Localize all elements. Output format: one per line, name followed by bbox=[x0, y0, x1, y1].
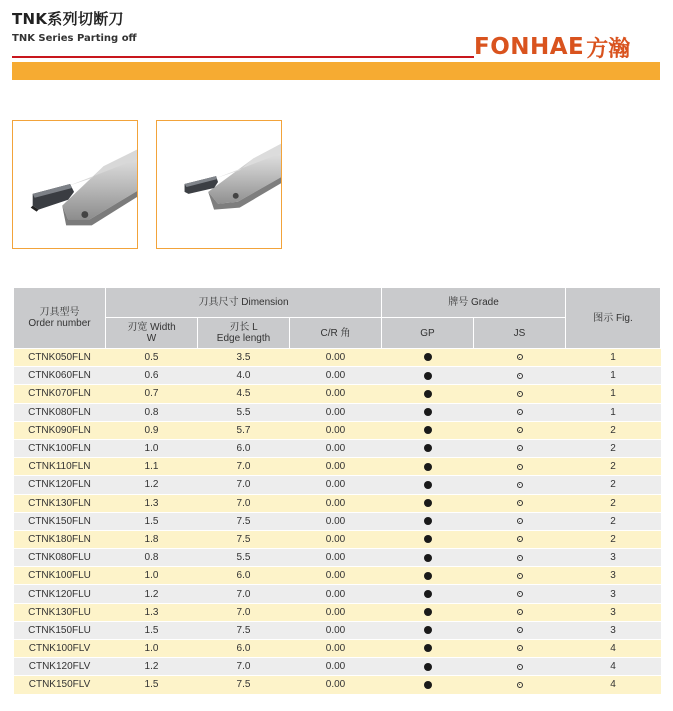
logo-chinese: 方瀚 bbox=[586, 36, 631, 62]
filled-dot-icon bbox=[424, 626, 432, 634]
cell-gp bbox=[382, 549, 474, 567]
cell-cr: 0.00 bbox=[290, 585, 382, 603]
edge-header-l1: 刃长 L bbox=[229, 322, 258, 333]
cell-order: CTNK130FLN bbox=[14, 494, 106, 512]
cell-edge-length: 6.0 bbox=[198, 439, 290, 457]
filled-dot-icon bbox=[424, 499, 432, 507]
filled-dot-icon bbox=[424, 572, 432, 580]
cell-js bbox=[474, 367, 566, 385]
header-orange-bar bbox=[12, 62, 660, 80]
cell-edge-length: 5.5 bbox=[198, 403, 290, 421]
cell-edge-length: 7.0 bbox=[198, 658, 290, 676]
table-row bbox=[14, 603, 661, 621]
ring-icon bbox=[517, 391, 523, 397]
cell-gp bbox=[382, 603, 474, 621]
filled-dot-icon bbox=[424, 390, 432, 398]
table-row bbox=[14, 439, 661, 457]
ring-icon bbox=[517, 354, 523, 360]
table-row bbox=[14, 367, 661, 385]
ring-icon bbox=[517, 445, 523, 451]
cell-fig: 1 bbox=[566, 367, 661, 385]
cell-gp bbox=[382, 458, 474, 476]
ring-icon bbox=[517, 464, 523, 470]
col-grade: 牌号 Grade bbox=[382, 288, 566, 318]
ring-icon bbox=[517, 591, 523, 597]
cell-js bbox=[474, 676, 566, 694]
filled-dot-icon bbox=[424, 444, 432, 452]
ring-icon bbox=[517, 409, 523, 415]
filled-dot-icon bbox=[424, 590, 432, 598]
brand-logo bbox=[474, 33, 630, 61]
cell-edge-length: 6.0 bbox=[198, 567, 290, 585]
width-header-l1: 刃宽 Width bbox=[127, 322, 176, 333]
cell-fig: 3 bbox=[566, 585, 661, 603]
filled-dot-icon bbox=[424, 554, 432, 562]
ring-icon bbox=[517, 482, 523, 488]
spec-table-body bbox=[14, 349, 661, 695]
tool-photo-1 bbox=[12, 120, 138, 249]
cell-cr: 0.00 bbox=[290, 385, 382, 403]
cell-width: 1.5 bbox=[106, 676, 198, 694]
cell-gp bbox=[382, 421, 474, 439]
cell-edge-length: 7.0 bbox=[198, 585, 290, 603]
cell-order: CTNK120FLV bbox=[14, 658, 106, 676]
cell-fig: 2 bbox=[566, 458, 661, 476]
cell-order: CTNK090FLN bbox=[14, 421, 106, 439]
cell-width: 1.1 bbox=[106, 458, 198, 476]
filled-dot-icon bbox=[424, 481, 432, 489]
cell-edge-length: 5.5 bbox=[198, 549, 290, 567]
filled-dot-icon bbox=[424, 517, 432, 525]
cell-order: CTNK050FLN bbox=[14, 349, 106, 367]
header-red-rule bbox=[12, 56, 474, 58]
filled-dot-icon bbox=[424, 463, 432, 471]
filled-dot-icon bbox=[424, 644, 432, 652]
ring-icon bbox=[517, 427, 523, 433]
cell-cr: 0.00 bbox=[290, 512, 382, 530]
table-row bbox=[14, 676, 661, 694]
filled-dot-icon bbox=[424, 353, 432, 361]
cell-gp bbox=[382, 640, 474, 658]
table-row bbox=[14, 458, 661, 476]
cell-order: CTNK080FLU bbox=[14, 549, 106, 567]
cell-cr: 0.00 bbox=[290, 603, 382, 621]
cell-fig: 3 bbox=[566, 621, 661, 639]
cell-edge-length: 7.5 bbox=[198, 621, 290, 639]
filled-dot-icon bbox=[424, 372, 432, 380]
table-row bbox=[14, 567, 661, 585]
cell-fig: 3 bbox=[566, 567, 661, 585]
col-gp: GP bbox=[382, 318, 474, 349]
ring-icon bbox=[517, 536, 523, 542]
cell-edge-length: 3.5 bbox=[198, 349, 290, 367]
cell-gp bbox=[382, 585, 474, 603]
col-edge-length bbox=[198, 318, 290, 349]
cell-cr: 0.00 bbox=[290, 658, 382, 676]
cell-order: CTNK110FLN bbox=[14, 458, 106, 476]
cell-js bbox=[474, 439, 566, 457]
cell-width: 1.5 bbox=[106, 621, 198, 639]
col-width bbox=[106, 318, 198, 349]
cell-order: CTNK150FLV bbox=[14, 676, 106, 694]
cell-gp bbox=[382, 476, 474, 494]
col-js: JS bbox=[474, 318, 566, 349]
ring-icon bbox=[517, 555, 523, 561]
cell-fig: 1 bbox=[566, 403, 661, 421]
edge-header-l2: Edge length bbox=[216, 333, 271, 344]
cell-js bbox=[474, 603, 566, 621]
tool-photo-2 bbox=[156, 120, 282, 249]
ring-icon bbox=[517, 645, 523, 651]
cell-js bbox=[474, 567, 566, 585]
cell-edge-length: 4.0 bbox=[198, 367, 290, 385]
filled-dot-icon bbox=[424, 681, 432, 689]
ring-icon bbox=[517, 627, 523, 633]
cell-js bbox=[474, 585, 566, 603]
cell-cr: 0.00 bbox=[290, 640, 382, 658]
cell-fig: 2 bbox=[566, 530, 661, 548]
cell-edge-length: 4.5 bbox=[198, 385, 290, 403]
cell-order: CTNK130FLU bbox=[14, 603, 106, 621]
cell-width: 1.0 bbox=[106, 567, 198, 585]
cell-cr: 0.00 bbox=[290, 621, 382, 639]
cell-gp bbox=[382, 439, 474, 457]
cell-cr: 0.00 bbox=[290, 439, 382, 457]
cell-fig: 3 bbox=[566, 603, 661, 621]
table-row bbox=[14, 585, 661, 603]
cell-fig: 2 bbox=[566, 476, 661, 494]
col-order-number bbox=[14, 288, 106, 349]
cell-width: 1.0 bbox=[106, 640, 198, 658]
cell-width: 1.3 bbox=[106, 494, 198, 512]
cell-fig: 1 bbox=[566, 385, 661, 403]
cell-cr: 0.00 bbox=[290, 494, 382, 512]
table-row bbox=[14, 640, 661, 658]
ring-icon bbox=[517, 682, 523, 688]
cell-width: 0.7 bbox=[106, 385, 198, 403]
cell-order: CTNK080FLN bbox=[14, 403, 106, 421]
cell-js bbox=[474, 385, 566, 403]
col-cr: C/R 角 bbox=[290, 318, 382, 349]
cell-order: CTNK120FLN bbox=[14, 476, 106, 494]
cell-width: 1.0 bbox=[106, 439, 198, 457]
cell-order: CTNK150FLN bbox=[14, 512, 106, 530]
table-row bbox=[14, 530, 661, 548]
cell-cr: 0.00 bbox=[290, 421, 382, 439]
cell-js bbox=[474, 640, 566, 658]
cell-edge-length: 7.0 bbox=[198, 476, 290, 494]
filled-dot-icon bbox=[424, 663, 432, 671]
table-row bbox=[14, 621, 661, 639]
cell-cr: 0.00 bbox=[290, 530, 382, 548]
cell-order: CTNK180FLN bbox=[14, 530, 106, 548]
cell-order: CTNK100FLV bbox=[14, 640, 106, 658]
ring-icon bbox=[517, 664, 523, 670]
cell-js bbox=[474, 421, 566, 439]
cell-gp bbox=[382, 403, 474, 421]
cell-fig: 1 bbox=[566, 349, 661, 367]
table-row bbox=[14, 421, 661, 439]
table-row bbox=[14, 549, 661, 567]
ring-icon bbox=[517, 373, 523, 379]
table-row bbox=[14, 403, 661, 421]
cell-gp bbox=[382, 385, 474, 403]
order-header-cn: 刀具型号 bbox=[39, 307, 80, 318]
cell-fig: 4 bbox=[566, 640, 661, 658]
cell-cr: 0.00 bbox=[290, 476, 382, 494]
logo-latin: FONHAE bbox=[474, 34, 585, 60]
order-header-en: Order number bbox=[28, 318, 91, 329]
table-row bbox=[14, 349, 661, 367]
cell-width: 0.9 bbox=[106, 421, 198, 439]
cell-gp bbox=[382, 512, 474, 530]
cell-fig: 2 bbox=[566, 439, 661, 457]
filled-dot-icon bbox=[424, 535, 432, 543]
col-fig: 图示 Fig. bbox=[566, 288, 661, 349]
cell-fig: 4 bbox=[566, 658, 661, 676]
parting-tool-image bbox=[157, 121, 281, 248]
table-row bbox=[14, 494, 661, 512]
cell-js bbox=[474, 621, 566, 639]
filled-dot-icon bbox=[424, 408, 432, 416]
cell-fig: 2 bbox=[566, 421, 661, 439]
cell-gp bbox=[382, 658, 474, 676]
cell-width: 1.2 bbox=[106, 658, 198, 676]
cell-fig: 4 bbox=[566, 676, 661, 694]
parting-tool-image bbox=[13, 121, 137, 248]
cell-width: 1.5 bbox=[106, 512, 198, 530]
cell-js bbox=[474, 476, 566, 494]
table-row bbox=[14, 658, 661, 676]
cell-edge-length: 7.0 bbox=[198, 458, 290, 476]
cell-js bbox=[474, 512, 566, 530]
cell-edge-length: 7.5 bbox=[198, 530, 290, 548]
cell-js bbox=[474, 494, 566, 512]
cell-width: 1.2 bbox=[106, 476, 198, 494]
cell-width: 1.3 bbox=[106, 603, 198, 621]
table-row bbox=[14, 476, 661, 494]
cell-edge-length: 7.5 bbox=[198, 676, 290, 694]
cell-js bbox=[474, 549, 566, 567]
cell-edge-length: 5.7 bbox=[198, 421, 290, 439]
cell-js bbox=[474, 349, 566, 367]
page-subtitle: TNK Series Parting off bbox=[12, 33, 137, 44]
ring-icon bbox=[517, 573, 523, 579]
cell-js bbox=[474, 658, 566, 676]
cell-order: CTNK150FLU bbox=[14, 621, 106, 639]
cell-order: CTNK120FLU bbox=[14, 585, 106, 603]
cell-cr: 0.00 bbox=[290, 367, 382, 385]
cell-gp bbox=[382, 494, 474, 512]
ring-icon bbox=[517, 609, 523, 615]
cell-gp bbox=[382, 567, 474, 585]
cell-order: CTNK070FLN bbox=[14, 385, 106, 403]
ring-icon bbox=[517, 500, 523, 506]
spec-table bbox=[13, 287, 661, 695]
table-row bbox=[14, 512, 661, 530]
page-title: TNK系列切断刀 bbox=[12, 10, 124, 28]
ring-icon bbox=[517, 518, 523, 524]
cell-gp bbox=[382, 367, 474, 385]
col-dimension: 刀具尺寸 Dimension bbox=[106, 288, 382, 318]
cell-width: 0.6 bbox=[106, 367, 198, 385]
cell-gp bbox=[382, 530, 474, 548]
cell-order: CTNK060FLN bbox=[14, 367, 106, 385]
cell-gp bbox=[382, 349, 474, 367]
cell-fig: 3 bbox=[566, 549, 661, 567]
cell-edge-length: 7.5 bbox=[198, 512, 290, 530]
cell-gp bbox=[382, 676, 474, 694]
cell-width: 0.5 bbox=[106, 349, 198, 367]
cell-order: CTNK100FLU bbox=[14, 567, 106, 585]
filled-dot-icon bbox=[424, 608, 432, 616]
cell-width: 0.8 bbox=[106, 549, 198, 567]
cell-gp bbox=[382, 621, 474, 639]
cell-width: 0.8 bbox=[106, 403, 198, 421]
cell-edge-length: 6.0 bbox=[198, 640, 290, 658]
cell-width: 1.8 bbox=[106, 530, 198, 548]
cell-cr: 0.00 bbox=[290, 349, 382, 367]
cell-cr: 0.00 bbox=[290, 567, 382, 585]
cell-fig: 2 bbox=[566, 494, 661, 512]
width-header-l2: W bbox=[146, 333, 157, 344]
cell-width: 1.2 bbox=[106, 585, 198, 603]
cell-edge-length: 7.0 bbox=[198, 603, 290, 621]
cell-order: CTNK100FLN bbox=[14, 439, 106, 457]
filled-dot-icon bbox=[424, 426, 432, 434]
cell-cr: 0.00 bbox=[290, 676, 382, 694]
cell-fig: 2 bbox=[566, 512, 661, 530]
table-row bbox=[14, 385, 661, 403]
cell-cr: 0.00 bbox=[290, 549, 382, 567]
cell-cr: 0.00 bbox=[290, 458, 382, 476]
cell-cr: 0.00 bbox=[290, 403, 382, 421]
cell-js bbox=[474, 403, 566, 421]
cell-js bbox=[474, 530, 566, 548]
cell-js bbox=[474, 458, 566, 476]
cell-edge-length: 7.0 bbox=[198, 494, 290, 512]
